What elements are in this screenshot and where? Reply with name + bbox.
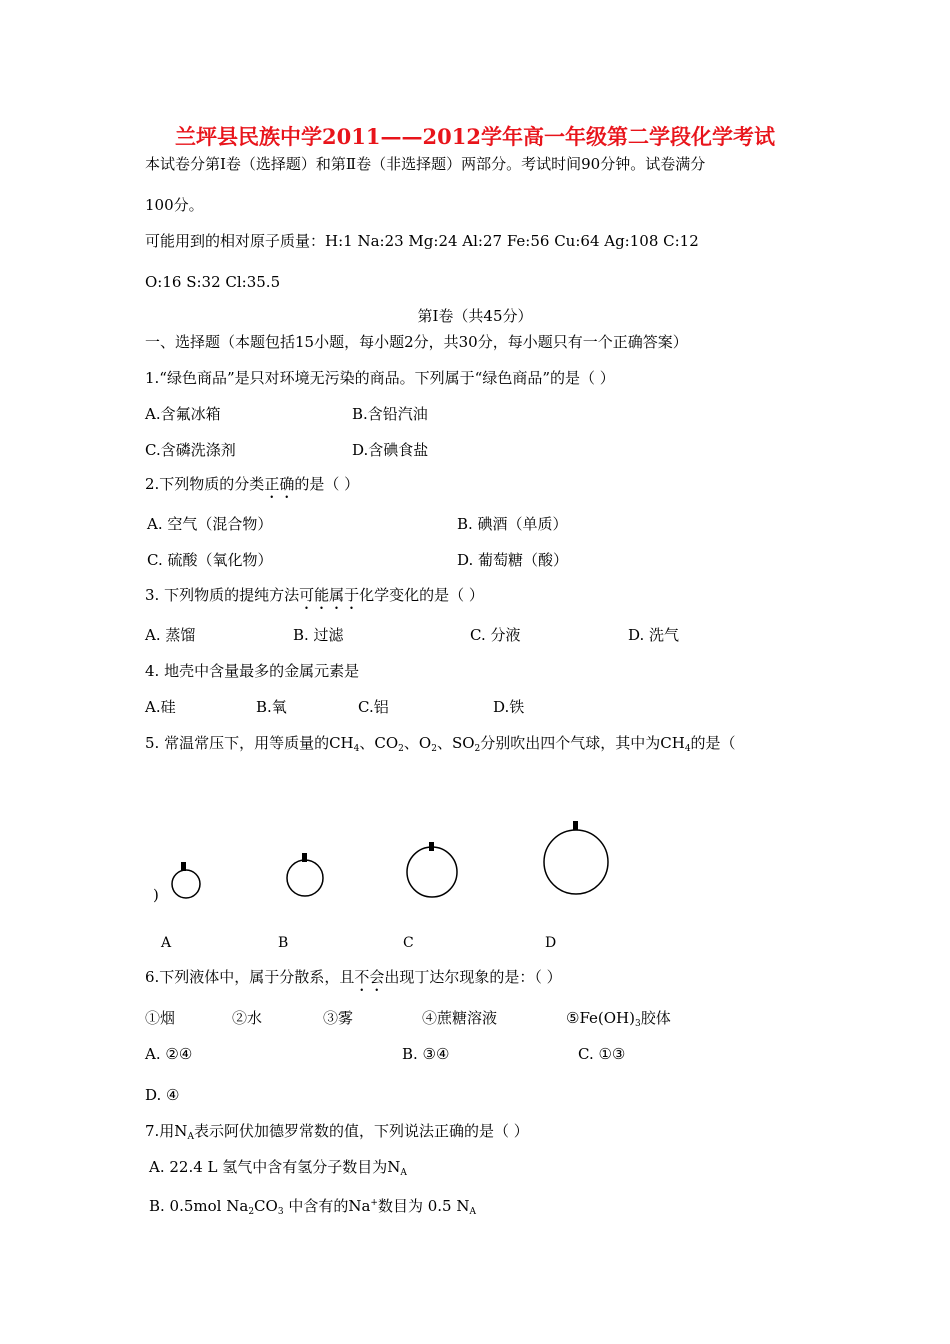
balloon-d-body	[544, 830, 608, 894]
question-4-option-a: A.硅	[145, 698, 176, 716]
emphasis-text: 可能属于	[299, 586, 360, 604]
atomic-masses-line-1: 可能用到的相对原子质量：H:1 Na:23 Mg:24 Al:27 Fe:56 Cu:64 Ag:108 C:12	[145, 232, 699, 250]
question-6-item-4: ④蔗糖溶液	[422, 1009, 498, 1027]
question-6-item-2: ②水	[232, 1009, 263, 1027]
balloon-label-d: D	[545, 935, 557, 951]
emphasis-text: 正确	[264, 475, 295, 493]
question-2-option-b: B. 碘酒（单质）	[457, 515, 568, 533]
question-6-option-d: D. ④	[145, 1086, 180, 1104]
intro-line-1: 本试卷分第Ⅰ卷（选择题）和第Ⅱ卷（非选择题）两部分。考试时间90分钟。试卷满分	[145, 155, 706, 173]
balloon-b	[287, 853, 323, 896]
exam-title: 兰坪县民族中学2011——2012学年高一年级第二学段化学考试	[175, 124, 775, 149]
section-instructions: 一、选择题（本题包括15小题，每小题2分，共30分，每小题只有一个正确答案）	[145, 333, 688, 351]
question-1-stem: 1.“绿色商品”是只对环境无污染的商品。下列属于“绿色商品”的是（ ）	[145, 369, 615, 387]
question-6-option-c: C. ①③	[578, 1045, 626, 1063]
question-1-option-b: B.含铅汽油	[352, 405, 428, 423]
question-6-option-a: A. ②④	[145, 1045, 193, 1063]
question-5-closing-paren: )	[153, 886, 159, 904]
question-5-stem: 5. 常温常压下，用等质量的$CH_4$、$CO_2$、$O_2$、$SO_2$分别吹出四个气球，其中为$CH_4$的是（	[145, 734, 736, 754]
question-6-option-b: B. ③④	[402, 1045, 450, 1063]
question-3-option-d: D. 洗气	[628, 626, 680, 644]
atomic-masses-line-2: O:16 S:32 Cl:35.5	[145, 273, 281, 291]
question-3-option-a: A. 蒸馏	[145, 626, 196, 644]
question-3-stem: 3. 下列物质的提纯方法可能属于化学变化的是（ ）	[145, 586, 484, 604]
balloon-a-body	[172, 870, 200, 898]
question-6-item-5: $⑤Fe(OH)_3$胶体	[566, 1009, 671, 1029]
section-heading: 第Ⅰ卷（共45分）	[417, 307, 533, 325]
question-2-option-d: D. 葡萄糖（酸）	[457, 551, 569, 569]
balloon-label-b: B	[278, 935, 289, 951]
question-1-option-c: C.含磷洗涤剂	[145, 441, 236, 459]
question-6-item-1: ①烟	[145, 1009, 176, 1027]
question-2-option-a: A. 空气（混合物）	[147, 515, 273, 533]
question-6-item-3: ③雾	[323, 1009, 354, 1027]
balloon-label-c: C	[403, 935, 414, 951]
balloon-b-body	[287, 860, 323, 896]
balloon-d-knot	[573, 821, 578, 830]
balloon-c	[407, 842, 457, 897]
question-7-option-a: A. 22.4 L 氢气中含有氢分子数目为$N_A$	[149, 1158, 407, 1178]
question-1-option-d: D.含碘食盐	[352, 441, 429, 459]
question-3-option-c: C. 分液	[470, 626, 521, 644]
question-4-option-c: C.铝	[358, 698, 389, 716]
question-2-option-c: C. 硫酸（氧化物）	[147, 551, 273, 569]
question-4-option-b: B.氧	[256, 698, 287, 716]
question-4-option-d: D.铁	[493, 698, 525, 716]
question-7-stem: 7.用$N_A$表示阿伏加德罗常数的值，下列说法正确的是（ ）	[145, 1122, 529, 1142]
intro-line-2: 100分。	[145, 196, 204, 214]
question-3-option-b: B. 过滤	[293, 626, 344, 644]
balloon-d	[544, 821, 608, 894]
question-2-stem: 2.下列物质的分类正确的是（ ）	[145, 475, 360, 493]
balloon-c-body	[407, 847, 457, 897]
question-7-option-b: B. 0.5mol $Na_2CO_3$ 中含有的Na+数目为 0.5 $N_A$	[149, 1197, 476, 1217]
question-4-stem: 4. 地壳中含量最多的金属元素是	[145, 662, 360, 680]
balloon-a	[172, 862, 200, 898]
question-1-option-a: A.含氟冰箱	[145, 405, 221, 423]
balloon-label-a: A	[161, 935, 172, 951]
question-6-stem: 6.下列液体中，属于分散系，且不会出现丁达尔现象的是：（ ）	[145, 968, 562, 986]
emphasis-text: 不会	[354, 968, 385, 986]
